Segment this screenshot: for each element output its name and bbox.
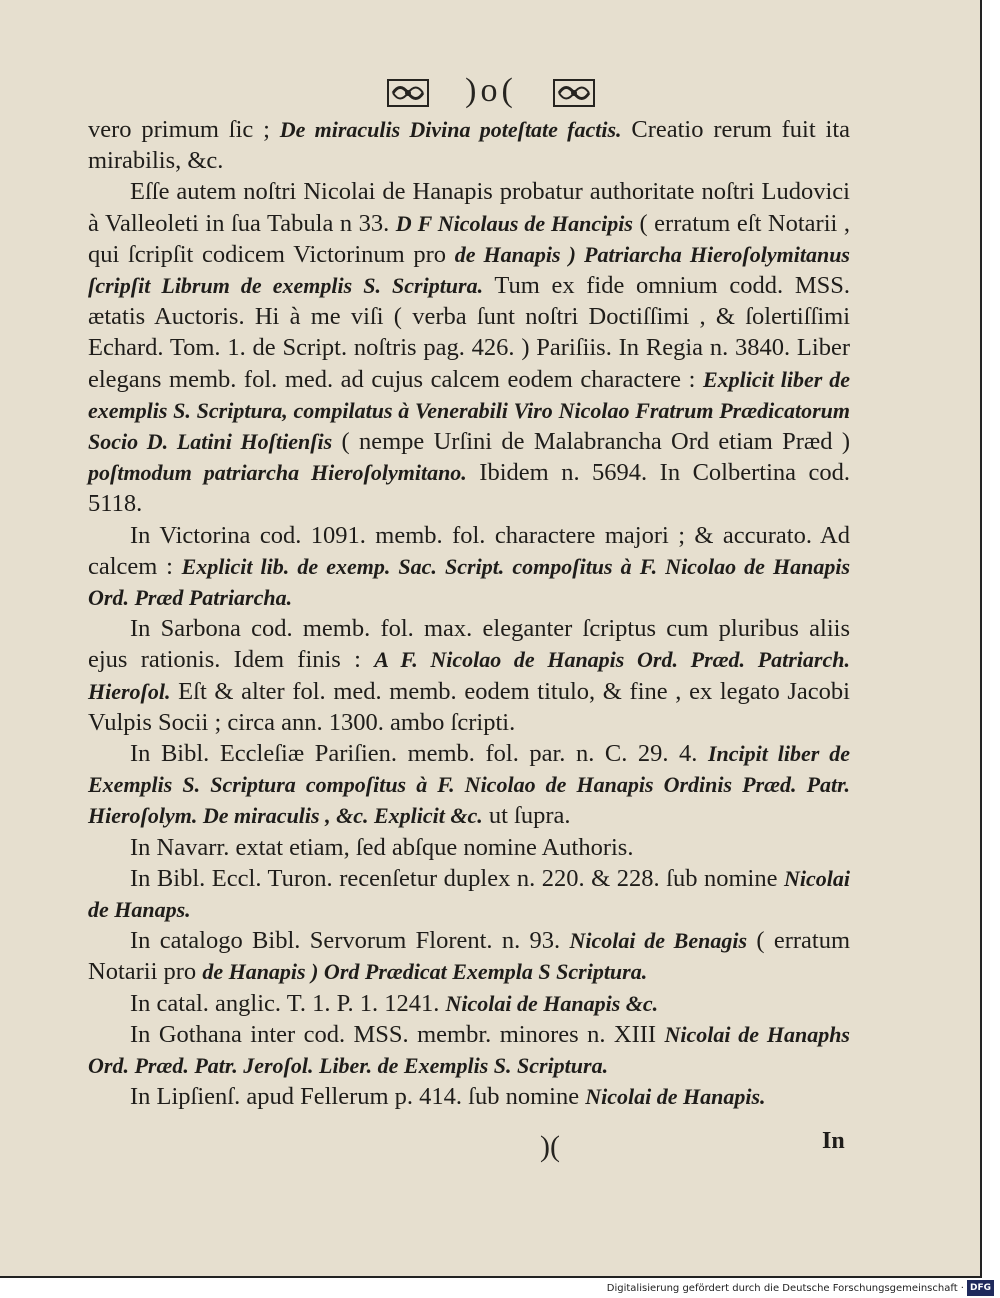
left-ornament-icon [387,78,429,108]
italic-citation: Nicolai de Hanaphs Ord. Præd. Patr. Jeroſol. Liber. de Exemplis S. Scriptura. [88,1021,850,1079]
text-span: In Bibl. Eccleſiæ Pariſien. memb. fol. par. n. C. 29. 4. [130,740,708,768]
page-body [88,114,850,1113]
italic-citation: de Hanapis ) Ord Prædicat Exempla S Scriptura. [202,959,648,985]
paragraph [88,738,850,832]
credit-text: Digitalisierung gefördert durch die Deutsche Forschungsgemeinschaft · [606,1283,964,1294]
text-span: Eſſe autem noſtri Nicolai de Hanapis probatur authoritate noſtri Ludovici à Valleoleti in ſua Tabula n 33. [88,178,850,237]
text-span: In Gothana inter cod. MSS. membr. minores n. XIII [130,1020,665,1048]
paragraph [88,114,850,176]
paragraph [88,925,850,987]
text-span: In Sarbona cod. memb. fol. max. eleganter ſcriptus cum pluribus aliis ejus rationis. Idem finis : [88,615,850,674]
italic-citation: de Hanapis ) Patriarcha Hieroſolymitanus ſcripſit Librum de exemplis S. Scriptura. [88,241,850,299]
text-span: In Navarr. extat etiam, ſed abſque nomine Authoris. [130,833,634,861]
text-span: Eſt & alter fol. med. memb. eodem titulo, & fine , ex legato Jacobi Vulpis Socii ; circa ann. 1300. ambo ſcripti. [88,677,850,736]
paragraph [88,613,850,738]
paragraph [88,520,850,614]
text-span: ( erratum eſt Notarii , qui ſcripſit codicem Victorinum pro [88,209,850,268]
header-mark: )o( [465,72,517,109]
italic-citation: A F. Nicolao de Hanapis Ord. Præd. Patriarch. Hieroſol. [88,647,850,704]
text-span: ( erratum Notarii pro [88,927,850,986]
text-span: Ibidem n. 5694. In Colbertina cod. 5118. [88,459,850,518]
italic-citation: Nicolai de Hanaps. [88,865,850,923]
text-span: In Victorina cod. 1091. memb. fol. charactere majori ; & accurato. Ad calcem : [88,521,850,580]
paragraph [88,863,850,925]
paragraph [88,1081,850,1112]
signature-mark: )( [540,1130,560,1163]
paragraph [88,832,850,863]
paragraph [88,176,850,519]
text-span: In catalogo Bibl. Servorum Florent. n. 93. [130,927,570,955]
italic-citation: Nicolai de Hanapis &c. [445,990,659,1016]
text-span: Tum ex fide omnium codd. MSS. ætatis Auctoris. Hi à me viſi ( verba ſunt noſtri Doctiſſimi , & ſolertiſſimi Echard. Tom. 1. de Script. noſtris pag. 426. ) Pariſiis. In Regia n. 3840. Liber elegans memb. fol. med. ad cujus calcem eodem charactere : [88,272,850,393]
text-span: ( nempe Urſini de Malabrancha Ord etiam Præd ) [332,428,850,456]
italic-citation: Nicolai de Benagis [569,928,748,954]
italic-citation: poſtmodum patriarcha Hieroſolymitano. [88,460,467,486]
text-span: Creatio rerum fuit ita mirabilis, &c. [88,116,851,175]
italic-citation: Explicit liber de exemplis S. Scriptura, compilatus à Venerabili Viro Nicolao Fratrum Prædicatorum Socio D. Latini Hoſtienſis [88,366,850,455]
dfg-logo: DFG [967,1280,994,1296]
right-ornament-icon [553,78,595,108]
page-header [0,72,982,110]
italic-citation: Nicolai de Hanapis. [585,1084,766,1110]
italic-citation: D F Nicolaus de Hancipis [395,210,633,236]
text-span: vero primum ſic ; [88,116,280,143]
italic-citation: De miraculis Divina poteſtate factis. [279,117,622,142]
text-span: ut ſupra. [482,802,571,830]
catchword: In [822,1128,845,1154]
text-span: In Bibl. Eccl. Turon. recenſetur duplex n. 220. & 228. ſub nomine [130,864,784,892]
italic-citation: Incipit liber de Exemplis S. Scriptura compoſitus à F. Nicolao de Hanapis Ordinis Præd. Patr. Hieroſolym. De miraculis , &c. Explicit &c. [88,741,850,829]
paragraph [88,988,850,1019]
italic-citation: Explicit lib. de exemp. Sac. Script. compoſitus à F. Nicolao de Hanapis Ord. Præd Patriarcha. [88,553,851,611]
paragraph [88,1019,850,1081]
digitization-credit [607,1280,994,1296]
text-span: In Lipſienſ. apud Fellerum p. 414. ſub nomine [130,1083,586,1111]
text-span: In catal. anglic. T. 1. P. 1. 1241. [130,989,446,1017]
